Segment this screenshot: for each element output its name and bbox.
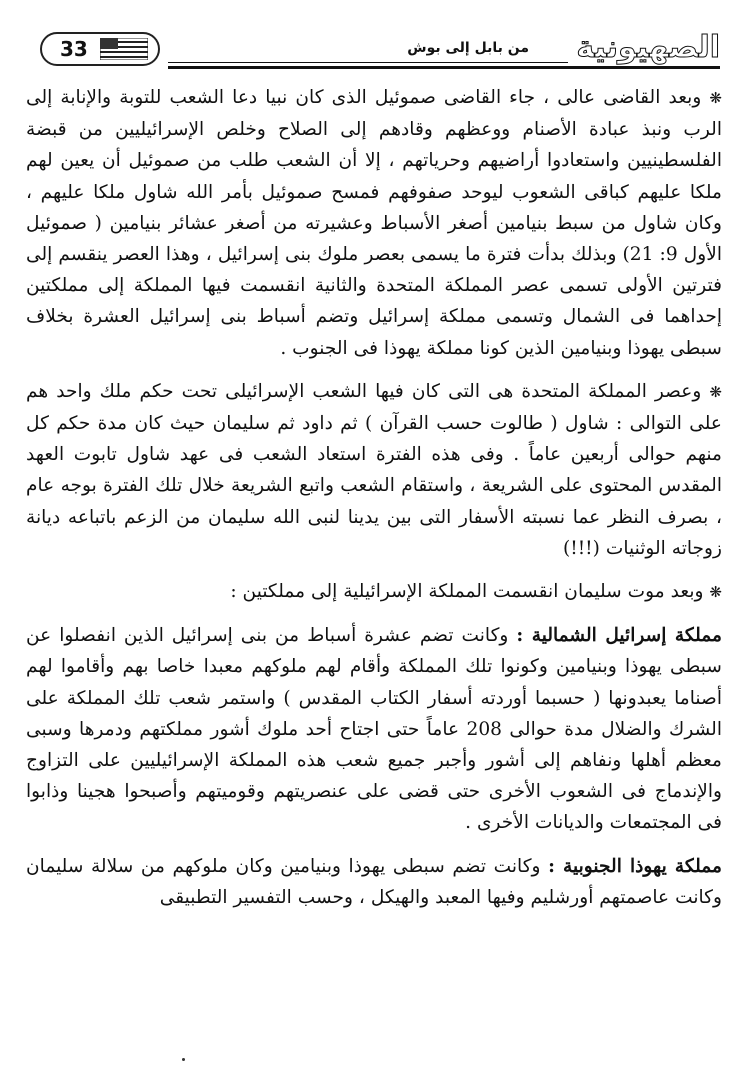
header-subtitle: من بابل إلى بوش — [401, 40, 535, 56]
paragraph — [26, 851, 722, 913]
star-bullet-icon: ❋ — [709, 583, 722, 602]
header-rule — [168, 66, 720, 69]
us-flag-icon — [100, 38, 148, 60]
star-bullet-icon: ❋ — [709, 89, 722, 107]
page-header — [40, 30, 720, 72]
paragraph-text: وبعد القاضى عالى ، جاء القاضى صموئيل الذى كان نبيا دعا الشعب للتوبة والإنابة إلى الرب ونبذ عبادة الأصنام ووعظهم وقادهم إلى الصلاح وخلص الإسرائيليين من قبضة الفلسطينيين واستعادوا أراضيهم وحرياتهم ، إلا أن الشعب طلب من صموئيل أن يعين لهم ملكا عليهم كباقى الشعوب ليوحد صفوفهم فمسح صموئيل بأمر الله شاول ملكا عليهم ، وكان شاول من سبط بنيامين أصغر الأسباط وعشيرته من أصغر عشائر بنيامين ( صموئيل الأول 9: 21) وبذلك بدأت فترة ما يسمى بعصر ملوك بنى إسرائيل ، وهذا العصر ينقسم إلى فترتين الأولى تسمى عصر المملكة المتحدة والثانية انقسمت فيها المملكة إلى مملكتين إحداهما فى الشمال وتسمى مملكة إسرائيل وتضم أسباط بنى إسرائيل العشرة بخلاف سبطى يهوذا وبنيامين الذين كونا مملكة يهوذا فى الجنوب . — [26, 87, 723, 359]
header-book-title: الصهيونية — [568, 30, 720, 66]
star-bullet-icon: ❋ — [709, 382, 722, 401]
paragraph — [26, 376, 722, 564]
section-term: مملكة يهوذا الجنوبية : — [548, 855, 722, 877]
page-body — [26, 82, 722, 925]
paragraph — [26, 82, 722, 364]
page-number: 33 — [60, 37, 88, 61]
paragraph-text: وبعد موت سليمان انقسمت المملكة الإسرائيلية إلى مملكتين : — [230, 581, 704, 603]
paragraph — [26, 620, 722, 838]
paragraph-text: وكانت تضم سبطى يهوذا وبنيامين وكان ملوكهم من سلالة سليمان وكانت عاصمتهم أورشليم وفيها المعبد والهيكل ، وحسب التفسير التطبيقى — [26, 855, 722, 908]
footer-dot — [182, 1058, 185, 1061]
paragraph-text: وعصر المملكة المتحدة هى التى كان فيها الشعب الإسرائيلى تحت حكم ملك واحد هم على التوالى : شاول ( طالوت حسب القرآن ) ثم داود ثم سليمان حيث كان مدة حكم كل منهم حوالى أربعين عاماً . وفى هذه الفترة استعاد الشعب فى عهد شاول تابوت العهد المقدس المحتوى على الشريعة ، واستقام الشعب واتبع الشريعة خلال تلك الفترة بوجه عام ، بصرف النظر عما نسبته الأسفار التى بين يدينا لنبى الله سليمان من الزعم باتباعه ديانة زوجاته الوثنيات (!!!) — [26, 380, 722, 559]
section-term: مملكة إسرائيل الشمالية : — [516, 625, 722, 647]
paragraph — [26, 576, 722, 608]
paragraph-text: وكانت تضم عشرة أسباط من بنى إسرائيل الذين انفصلوا عن سبطى يهوذا وبنيامين وكونوا تلك المملكة وأقام لهم ملوكهم معبدا خاصا بهم وأقاموا لهم أصناما يعبدونها ( حسبما أوردته أسفار الكتاب المقدس ) واستمر شعب تلك المملكة على الشرك والضلال مدة حوالى 208 عاماً حتى اجتاح أحد ملوك أشور مملكتهم ودمرها وسبى معظم أهلها ونفاهم إلى أشور وأجبر جميع شعب هذه المملكة الإسرائيليين على التزاوج والإندماج فى الشعوب الأخرى حتى قضى على عنصريتهم وقوميتهم وأصبحوا هجينا وذابوا فى المجتمعات والديانات الأخرى . — [26, 625, 722, 834]
